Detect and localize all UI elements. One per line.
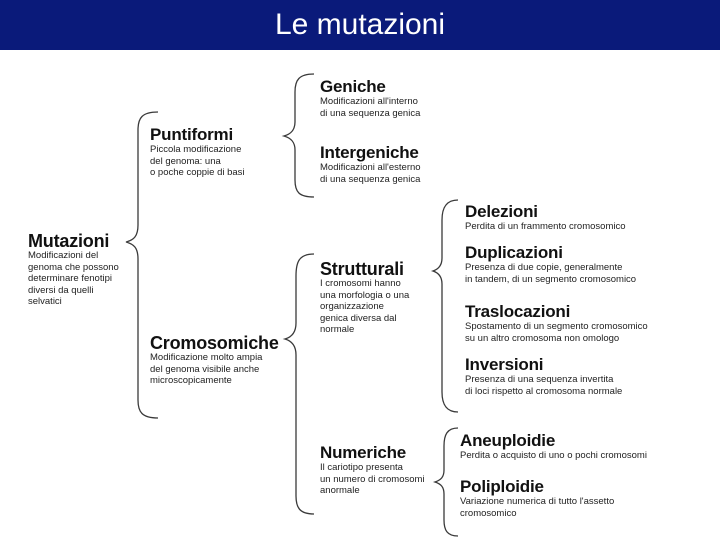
node-duplicazioni-desc: Presenza di due copie, generalmente in tandem, di un segmento cromosomico <box>465 262 637 285</box>
node-numeriche-desc: Il cariotipo presenta un numero di cromosomi anormale <box>320 462 425 496</box>
node-intergeniche-desc: Modificazioni all'esterno di una sequenza genica <box>320 162 421 185</box>
node-numeriche <box>320 444 425 497</box>
node-duplicazioni-label: Duplicazioni <box>465 243 563 262</box>
node-strutturali-desc: I cromosomi hanno una morfologia o una organizzazione genica diversa dal normale <box>320 278 410 335</box>
node-geniche <box>320 78 420 119</box>
node-intergeniche <box>320 144 421 185</box>
node-puntiformi-desc: Piccola modificazione del genoma: una o poche coppie di basi <box>150 144 245 178</box>
node-inversioni-desc: Presenza di una sequenza invertita di loci rispetto al cromosoma normale <box>465 374 623 397</box>
node-aneuploidie <box>460 432 647 462</box>
node-delezioni <box>465 203 626 233</box>
brace-puntiformi <box>284 74 314 197</box>
node-strutturali-label: Strutturali <box>320 259 404 279</box>
node-poliploidie-label: Poliploidie <box>460 477 544 496</box>
node-aneuploidie-desc: Perdita o acquisto di uno o pochi cromosomi <box>460 450 647 461</box>
node-traslocazioni-label: Traslocazioni <box>465 302 571 321</box>
node-puntiformi-label: Puntiformi <box>150 125 233 144</box>
node-duplicazioni <box>465 244 636 285</box>
node-strutturali <box>320 260 409 336</box>
node-mutazioni <box>28 232 119 308</box>
node-intergeniche-label: Intergeniche <box>320 143 419 162</box>
node-cromosomiche <box>150 334 279 387</box>
node-traslocazioni <box>465 303 648 344</box>
node-geniche-desc: Modificazioni all'interno di una sequenza genica <box>320 96 421 119</box>
node-numeriche-label: Numeriche <box>320 443 407 462</box>
node-puntiformi <box>150 126 245 179</box>
node-poliploidie-desc: Variazione numerica di tutto l'assetto cromosomico <box>460 496 615 519</box>
node-traslocazioni-desc: Spostamento di un segmento cromosomico su un altro cromosoma non omologo <box>465 321 648 344</box>
node-mutazioni-desc: Modificazioni del genoma che possono determinare fenotipi diversi da quelli selvatici <box>28 250 119 307</box>
node-mutazioni-label: Mutazioni <box>28 231 110 251</box>
brace-numeriche <box>435 428 458 536</box>
node-cromosomiche-desc: Modificazione molto ampia del genoma visibile anche microscopicamente <box>150 352 263 386</box>
node-inversioni-label: Inversioni <box>465 355 544 374</box>
node-inversioni <box>465 356 622 397</box>
slide-title: Le mutazioni <box>274 8 446 41</box>
brace-cromosomiche <box>285 254 314 514</box>
node-poliploidie <box>460 478 614 519</box>
node-delezioni-desc: Perdita di un frammento cromosomico <box>465 221 626 232</box>
node-aneuploidie-label: Aneuploidie <box>460 431 556 450</box>
brace-strutturali <box>433 200 458 412</box>
node-cromosomiche-label: Cromosomiche <box>150 333 279 353</box>
node-geniche-label: Geniche <box>320 77 386 96</box>
node-delezioni-label: Delezioni <box>465 202 538 221</box>
